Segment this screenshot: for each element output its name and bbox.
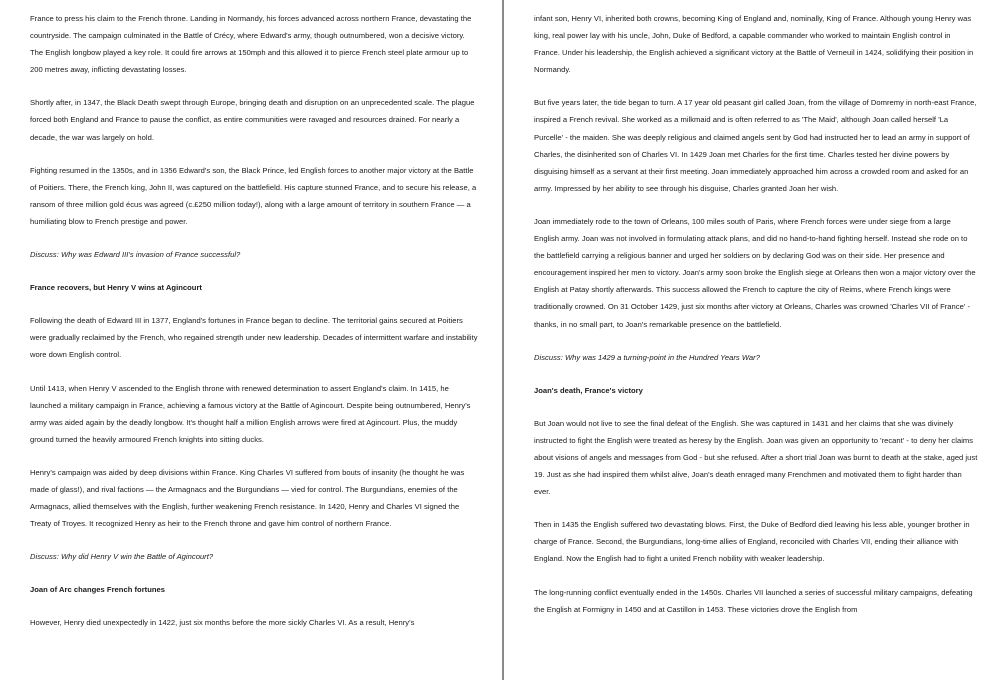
paragraph: The long-running conflict eventually ended in the 1450s. Charles VII launched a series of successful military campaigns, defeating the English at Formigny in 1450 and at Castillon in 1453. These victories drove the English from — [534, 587, 973, 614]
discussion-prompt: Discuss: Why was 1429 a turning-point in the Hundred Years War? — [534, 352, 760, 362]
discussion-prompt: Discuss: Why did Henry V win the Battle of Agincourt? — [30, 552, 214, 562]
paragraph: But five years later, the tide began to turn. A 17 year old peasant girl called Joan, from the village of Domremy in north-east France, inspired a French revival. She worked as a milkmaid and is often referred to as 'The Maid', although Joan called herself 'La Purcelle' - the maiden. She was deeply religious and claimed angels sent by God had instructed her to lead an army in support of Charles, the disinherited son of Charles VI. In 1429 Joan met Charles for the first time. Charles tested her divine powers by disguising himself as a servant at their first meeting. Joan immediately approached him across a crowded room and asked for an army. Impressed by her ability to see through his disguise, Charles granted Joan her wish. — [534, 98, 977, 193]
section-heading: Joan of Arc changes French fortunes — [30, 585, 166, 595]
left-page-text-column — [30, 10, 478, 632]
paragraph: However, Henry died unexpectedly in 1422, just six months before the more sickly Charles VI. As a result, Henry's — [30, 618, 415, 628]
paragraph: infant son, Henry VI, inherited both crowns, becoming King of England and, nominally, King of France. Although young Henry was king, real power lay with his uncle, John, Duke of Bedford, a capable commander who worked to maintain English control in France. Under his leadership, the English achieved a significant victory at the Battle of Verneuil in 1424, solidifying their position in Normandy. — [534, 14, 974, 75]
right-page-text-column — [534, 10, 978, 618]
paragraph: But Joan would not live to see the final defeat of the English. She was captured in 1431 and her claims that she was divinely instructed to fight the English were treated as heresy by the English. Joan was given an opportunity to 'recant' - to deny her claims about visions of angels and messages from God - but she refused. After a short trial Joan was burnt to death at the stake, aged just 19. Just as she had inspired them whilst alive, Joan's death enraged many Frenchmen and motivated them to fight harder than ever. — [534, 418, 978, 497]
paragraph: Henry's campaign was aided by deep divisions within France. King Charles VI suffered from bouts of insanity (he thought he was made of glass!), and rival factions — the Armagnacs and the Burgundians — vied for control. The Burgundians, enemies of the Armagnacs, allied themselves with the English, further weakening French resistance. In 1420, Henry and Charles VI signed the Treaty of Troyes. It recognized Henry as heir to the French throne and gave him control of northern France. — [30, 467, 465, 529]
paragraph: France to press his claim to the French throne. Landing in Normandy, his forces advanced across northern France, devastating the countryside. The campaign culminated in the Battle of Crécy, where Edward's army, though outnumbered, won a decisive victory. The English longbow played a key role. It could fire arrows at 150mph and this allowed it to pierce French steel plate armour up to 200 metres away, inflicting devastating losses. — [30, 14, 472, 75]
right-page — [504, 0, 1000, 680]
paragraph: Fighting resumed in the 1350s, and in 1356 Edward's son, the Black Prince, led English forces to another major victory at the Battle of Poitiers. There, the French king, John II, was captured on the battlefield. His capture stunned France, and to secure his release, a ransom of three million gold écus was agreed (c.£250 million today!), along with a large amount of territory in southern France — a humiliating blow to French prestige and power. — [30, 165, 477, 226]
paragraph: Shortly after, in 1347, the Black Death swept through Europe, bringing death and disruption on an unprecedented scale. The plague forced both England and France to pause the conflict, as entire communities were ravaged and resources drained. For nearly a decade, the war was largely on hold. — [30, 98, 475, 142]
paragraph: Until 1413, when Henry V ascended to the English throne with renewed determination to assert England's claim. In 1415, he launched a military campaign in France, achieving a famous victory at the Battle of Agincourt. Despite being outnumbered, Henry's army was aided again by the deadly longbow. It's thought half a million English arrows were fired at Agincourt. Plus, the muddy ground turned the heavily armoured French knights into sitting ducks. — [30, 383, 471, 444]
paragraph: Then in 1435 the English suffered two devastating blows. First, the Duke of Bedford died leaving his less able, younger brother in charge of France. Second, the Burgundians, long-time allies of England, reconciled with Charles VII, ending their alliance with England. Now the English had to fight a united French nobility with weaker leadership. — [534, 520, 970, 564]
paragraph: Following the death of Edward III in 1377, England's fortunes in France began to decline. The territorial gains secured at Poitiers were gradually reclaimed by the French, who regained strength under new leadership. Decades of intermittent warfare and instability wore down English control. — [30, 316, 478, 360]
discussion-prompt: Discuss: Why was Edward III's invasion of France successful? — [30, 250, 241, 260]
paragraph: Joan immediately rode to the town of Orleans, 100 miles south of Paris, where French forces were under siege from a large English army. Joan was not involved in formulating attack plans, and did no hand-to-hand fighting herself. Instead she rode on to the battlefield carrying a religious banner and urged her soldiers on by declaring God was on their side. Her presence and encouragement inspired her men to victory. Joan's army soon broke the English siege at Orleans then won a major victory over the English at Patay shortly afterwards. This success allowed the French to capture the city of Reims, where French kings were traditionally crowned. On 31 October 1429, just six months after victory at Orleans, Charles was crowned 'Charles VII of France' - thanks, in no small part, to Joan's remarkable presence on the battlefield. — [534, 216, 976, 329]
section-heading: France recovers, but Henry V wins at Agincourt — [30, 283, 202, 293]
section-heading: Joan's death, France's victory — [534, 385, 643, 395]
